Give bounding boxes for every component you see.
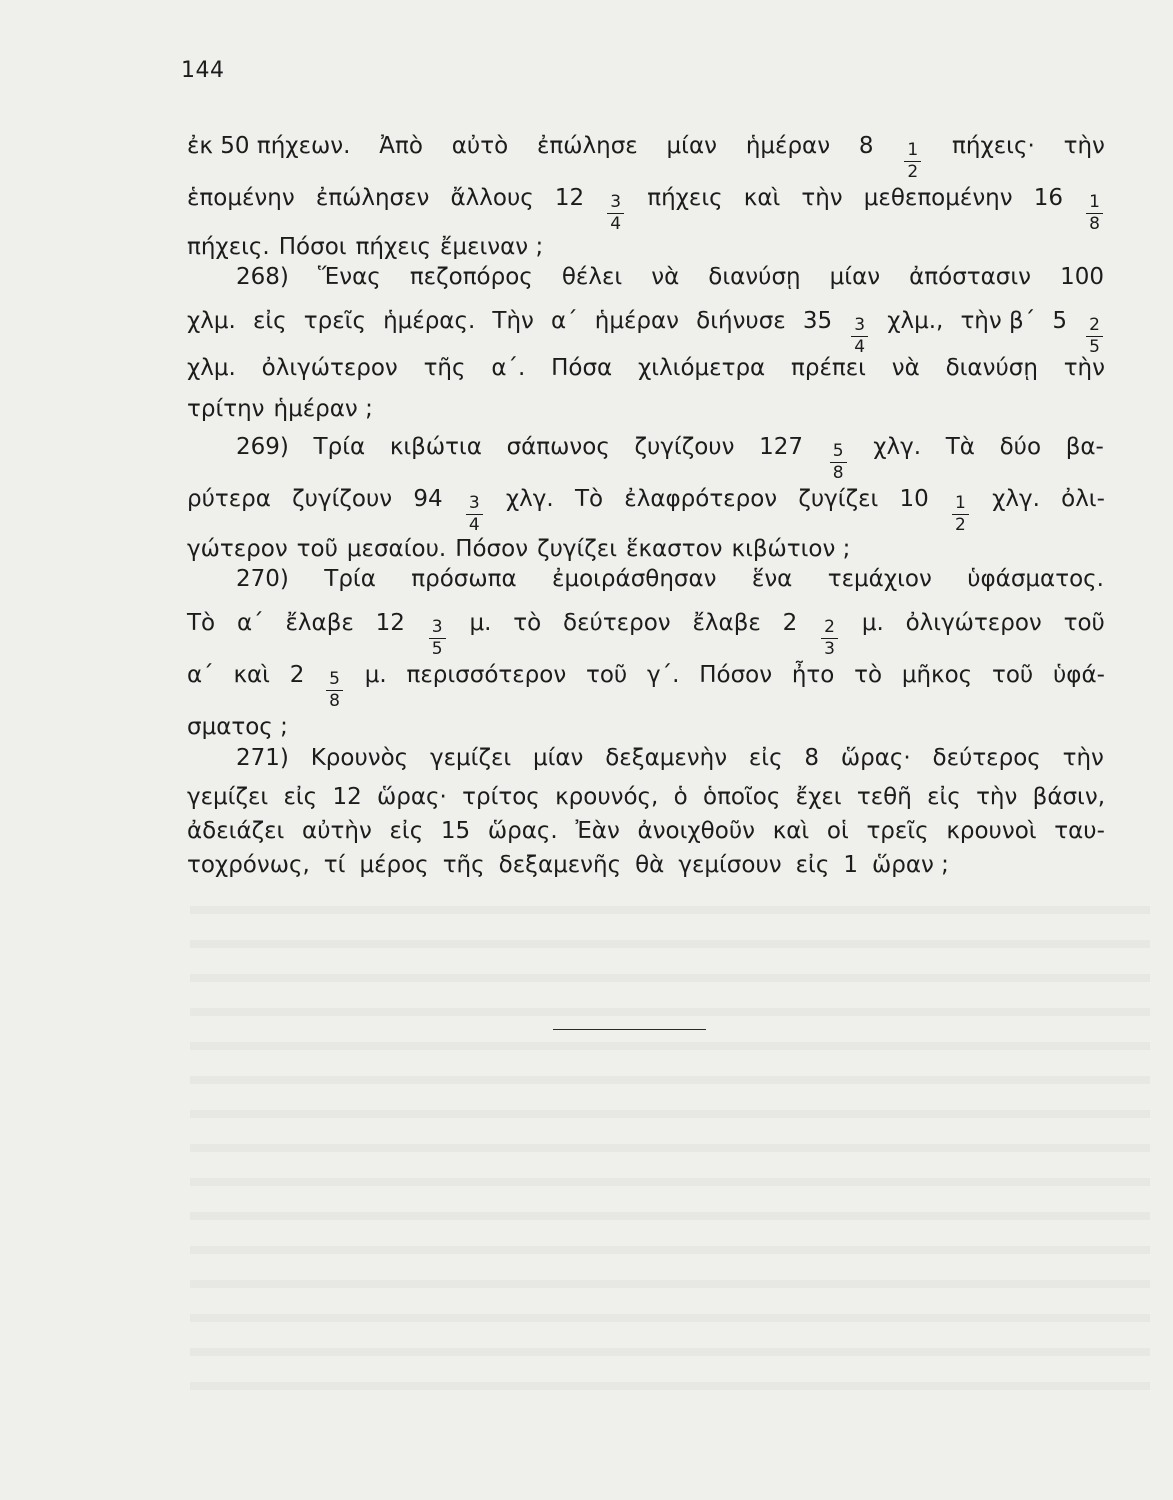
word: γώτερον (187, 536, 288, 562)
problem-271 (236, 747, 1104, 770)
word: 1 (843, 852, 858, 878)
fraction (1086, 194, 1103, 233)
word: πήχεις· (952, 133, 1035, 159)
fraction-denominator: 3 (821, 638, 838, 658)
word: τὴν β΄ (960, 308, 1036, 334)
word: θέλει (561, 264, 623, 290)
word: τρίτην (187, 396, 265, 422)
word: ὥραν ; (871, 852, 949, 878)
word: 270) (236, 566, 289, 592)
word: Ἕνας (317, 264, 381, 290)
word: α΄ (187, 662, 214, 688)
word: οἱ (826, 818, 849, 844)
text-line (187, 398, 1105, 421)
word: νὰ (891, 355, 920, 381)
text-line (187, 538, 1105, 561)
word: 12 (554, 185, 585, 211)
word: διήνυσε (696, 308, 786, 334)
word: α΄ (236, 610, 264, 636)
word: Τρία (324, 566, 376, 592)
word: ζυγίζουν (292, 486, 393, 512)
word: ὀλιγώτερον (905, 610, 1042, 636)
word: πρέπει (791, 355, 866, 381)
word: Πόσον (455, 536, 529, 562)
fraction-numerator: 1 (907, 140, 919, 160)
word: αὐτὴν (302, 818, 372, 844)
word: θὰ (635, 852, 665, 878)
fraction-numerator: 1 (955, 493, 966, 513)
word: ἀπόστασιν (909, 264, 1032, 290)
word: Ἀπὸ (379, 133, 423, 159)
word: εἰς (795, 852, 830, 878)
problem-268 (236, 266, 1104, 289)
word: ἡμέρας. (383, 308, 476, 334)
word: ἐπώλησεν (315, 185, 430, 211)
fraction (830, 443, 847, 482)
word: τοῦ (296, 536, 338, 562)
word: Τὸ (574, 486, 604, 512)
fraction-numerator: 5 (329, 669, 340, 689)
fraction-numerator: 2 (824, 617, 835, 637)
word: ἀδειάζει (187, 818, 285, 844)
word: σματος ; (187, 714, 288, 740)
text-line (187, 133, 1105, 182)
word: ἐμοιράσθησαν (552, 566, 717, 592)
word: τὸ (854, 662, 883, 688)
word: πρόσωπα (411, 566, 517, 592)
word: 15 (440, 818, 471, 844)
word: ἔμειναν ; (440, 234, 544, 260)
show-through-text (190, 880, 1150, 1400)
text-line (187, 486, 1105, 535)
word: Ἐὰν (575, 818, 620, 844)
word: περισσότερον (406, 662, 567, 688)
word: α΄ (550, 308, 578, 334)
word: τεμάχιον (827, 566, 932, 592)
word: κιβώτια (389, 434, 482, 460)
word: 271) (236, 745, 289, 771)
word: καὶ (772, 818, 810, 844)
word: δεύτερος (932, 745, 1041, 771)
text-line (187, 308, 1105, 357)
fraction-denominator: 8 (830, 462, 847, 482)
fraction-denominator: 4 (607, 213, 624, 233)
word: τοῦ (1063, 610, 1105, 636)
word: 100 (1060, 264, 1104, 290)
word: τεθῆ (856, 784, 912, 810)
word: τὴν (976, 784, 1018, 810)
word: ὥρας. (487, 818, 558, 844)
word: τῆς (442, 852, 485, 878)
word: δύο (999, 434, 1042, 460)
word: Πόσα (551, 355, 613, 381)
word: χλμ. (187, 355, 236, 381)
fraction (466, 495, 483, 534)
word: χλγ. (505, 486, 554, 512)
fraction-denominator: 8 (326, 690, 343, 710)
word: διανύσῃ (708, 264, 801, 290)
word: 127 (759, 434, 804, 460)
word: 94 (413, 486, 443, 512)
word: μ. (861, 610, 884, 636)
fraction (326, 671, 343, 710)
text-line (187, 357, 1105, 380)
fraction-denominator: 4 (466, 514, 483, 534)
fraction-denominator: 8 (1086, 213, 1103, 233)
word: ὀλιγώτερον (261, 355, 398, 381)
word: εἰς (389, 818, 424, 844)
word: καὶ (743, 185, 781, 211)
word: 16 (1033, 185, 1063, 211)
word: τὴν (1063, 355, 1105, 381)
word: μ. (469, 610, 492, 636)
word: εἰς (283, 784, 318, 810)
word: πήχεις (647, 185, 723, 211)
word: τρίτος (462, 784, 540, 810)
word: ἕκαστον (626, 536, 723, 562)
word: χλγ. (992, 486, 1040, 512)
word: βα- (1065, 434, 1104, 460)
word: ἕνα (751, 566, 793, 592)
word: ὥρας· (377, 784, 447, 810)
word: ἐπώλησε (536, 133, 638, 159)
fraction (904, 142, 921, 181)
word: τρεῖς (866, 818, 929, 844)
word: ἔλαβε (692, 610, 761, 636)
word: ρύτερα (187, 486, 271, 512)
text-line (187, 716, 1105, 739)
word: χιλιόμετρα (638, 355, 766, 381)
word: 12 (332, 784, 362, 810)
word: τὸ (513, 610, 542, 636)
word: ἦτο (791, 662, 835, 688)
word: 8 (804, 745, 820, 771)
fraction-numerator: 3 (431, 617, 443, 637)
word: δεξαμενῆς (498, 852, 622, 878)
fraction-numerator: 1 (1089, 192, 1100, 212)
text-line (187, 610, 1105, 659)
word: ἄλλους (450, 185, 534, 211)
word: Πόσοι (278, 234, 347, 260)
word: ὁποῖος (703, 784, 781, 810)
fraction-denominator: 4 (851, 336, 868, 356)
text-line (187, 786, 1105, 809)
fraction (821, 619, 838, 658)
word: χλμ., (887, 308, 944, 334)
text-line (187, 236, 1105, 259)
word: ὑφά- (1052, 662, 1105, 688)
word: γεμίσουν (678, 852, 782, 878)
word: μέρος (359, 852, 429, 878)
word: μ. (364, 662, 387, 688)
fraction-denominator: 2 (952, 514, 969, 534)
word: 5 (1052, 308, 1067, 334)
word: χλγ. (873, 434, 922, 460)
word: τρεῖς (303, 308, 366, 334)
word: κρουνός, (555, 784, 659, 810)
word: ὥρας· (840, 745, 911, 771)
word: ὑφάσματος. (967, 566, 1104, 592)
word: ταυ- (1054, 818, 1105, 844)
word: Τὰ (945, 434, 975, 460)
word: Τὴν (492, 308, 534, 334)
word: μῆκος (901, 662, 973, 688)
word: ζυγίζει (798, 486, 879, 512)
page-number: 144 (181, 58, 225, 83)
word: δεξαμενὴν (605, 745, 728, 771)
word: τὴν (1062, 745, 1104, 771)
word: μίαν (666, 133, 717, 159)
word: ὀλι- (1061, 486, 1105, 512)
word: 8 (858, 133, 874, 159)
word: ὁ (673, 784, 688, 810)
word: τοχρόνως, (187, 852, 310, 878)
word: ζυγίζουν (634, 434, 735, 460)
problem-269 (236, 434, 1104, 483)
word: ἐκ 50 πήχεων. (187, 133, 351, 159)
word: τὴν (1063, 133, 1105, 159)
word: ἡμέραν (594, 308, 680, 334)
word: 2 (782, 610, 798, 636)
word: δεύτερον (563, 610, 671, 636)
word: 269) (236, 434, 289, 460)
word: τί (323, 852, 346, 878)
word: ἡμέραν (745, 133, 831, 159)
word: γ΄. (646, 662, 680, 688)
word: τῆς (423, 355, 466, 381)
word: πήχεις. (187, 234, 270, 260)
word: 35 (802, 308, 833, 334)
word: γεμίζει (187, 784, 269, 810)
word: αὐτὸ (451, 133, 509, 159)
word: Πόσον (699, 662, 773, 688)
fraction-numerator: 5 (832, 441, 844, 461)
word: ἔχει (795, 784, 842, 810)
word: 12 (375, 610, 405, 636)
word: Κρουνὸς (310, 745, 409, 771)
word: μίαν (829, 264, 881, 290)
fraction-denominator: 5 (429, 638, 446, 658)
closing-rule (553, 1029, 706, 1030)
problem-270 (236, 568, 1104, 591)
word: Τὸ (187, 610, 216, 636)
text-line (187, 820, 1105, 843)
word: ἀνοιχθοῦν (637, 818, 755, 844)
fraction-numerator: 3 (610, 192, 622, 212)
word: μίαν (532, 745, 584, 771)
fraction (1086, 317, 1103, 356)
fraction-numerator: 3 (468, 493, 480, 513)
text-line (187, 662, 1105, 711)
word: εἰς (252, 308, 287, 334)
word: τὴν (801, 185, 843, 211)
word: εἰς (927, 784, 961, 810)
text-line (187, 854, 1105, 877)
word: 2 (289, 662, 305, 688)
word: χλμ. (187, 308, 236, 334)
fraction-denominator: 5 (1086, 336, 1103, 356)
word: τοῦ (991, 662, 1034, 688)
word: κιβώτιον ; (731, 536, 851, 562)
word: 10 (899, 486, 929, 512)
word: τοῦ (585, 662, 628, 688)
fraction-numerator: 2 (1089, 315, 1100, 335)
word: α΄. (491, 355, 526, 381)
word: πεζοπόρος (409, 264, 533, 290)
word: βάσιν, (1032, 784, 1105, 810)
word: μεθεπομένην (863, 185, 1013, 211)
word: ἐλαφρότερον (624, 486, 778, 512)
word: μεσαίου. (346, 536, 447, 562)
word: εἰς (748, 745, 783, 771)
fraction (429, 619, 446, 658)
fraction (851, 317, 868, 356)
word: 268) (236, 264, 289, 290)
word: νὰ (651, 264, 680, 290)
fraction-denominator: 2 (904, 161, 921, 181)
fraction (952, 495, 969, 534)
word: ἑπομένην (187, 185, 295, 211)
word: πήχεις (355, 234, 431, 260)
fraction (607, 194, 624, 233)
word: γεμίζει (429, 745, 512, 771)
word: Τρία (313, 434, 366, 460)
word: σάπωνος (506, 434, 610, 460)
word: διανύσῃ (945, 355, 1038, 381)
word: καὶ (233, 662, 270, 688)
text-line (187, 185, 1105, 234)
word: κρουνοὶ (946, 818, 1037, 844)
fraction-numerator: 3 (854, 315, 866, 335)
word: ζυγίζει (537, 536, 618, 562)
word: ἔλαβε (285, 610, 354, 636)
word: ἡμέραν ; (273, 396, 373, 422)
